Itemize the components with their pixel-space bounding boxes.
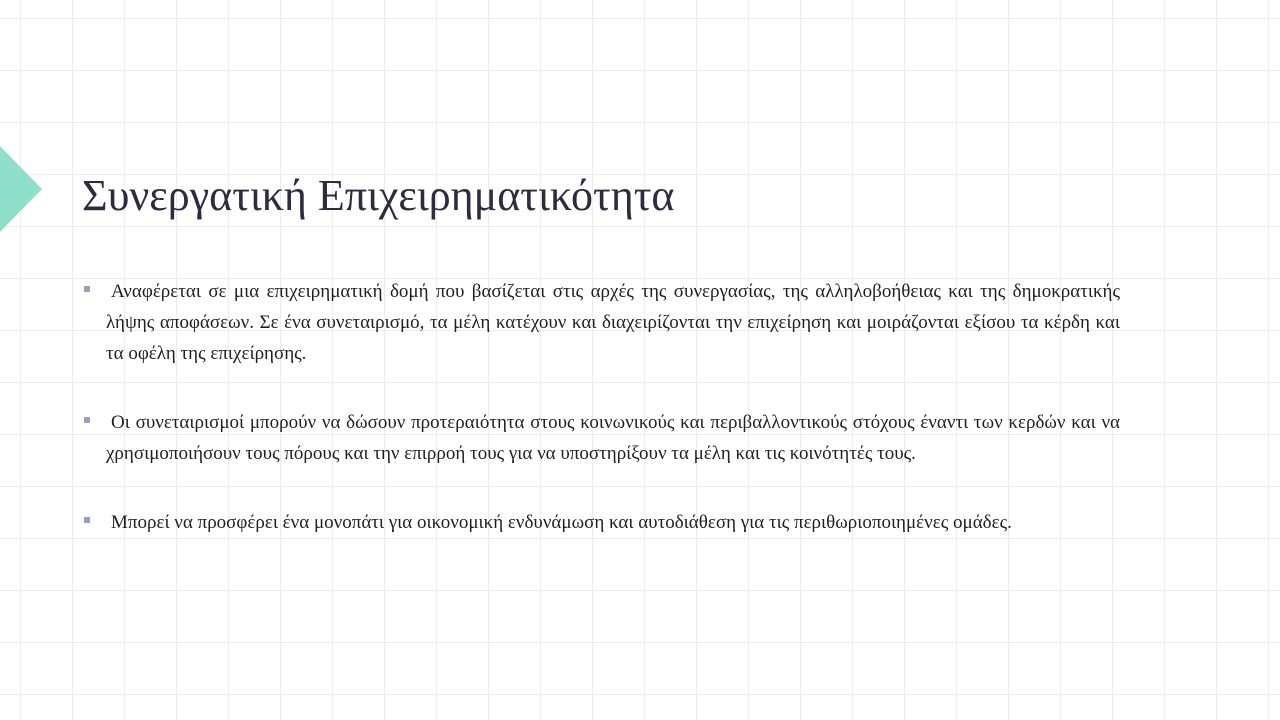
bullet-item	[82, 407, 1120, 469]
square-bullet-icon	[84, 286, 90, 292]
bullet-item	[82, 507, 1120, 538]
square-bullet-icon	[84, 417, 90, 423]
bullet-text: Μπορεί να προσφέρει ένα μονοπάτι για οικονομική ενδυνάμωση και αυτοδιάθεση για τις περιθωριοποιημένες ομάδες.	[111, 512, 1012, 533]
bullet-text: Αναφέρεται σε μια επιχειρηματική δομή που βασίζεται στις αρχές της συνεργασίας, της αλληλοβοήθειας και της δημοκρατικής λήψης αποφάσεων. Σε ένα συνεταιρισμό, τα μέλη κατέχουν και διαχειρίζονται την επιχείρηση και μοιράζονται εξίσου τα κέρδη και τα οφέλη της επιχείρησης.	[106, 281, 1120, 364]
bullet-item	[82, 276, 1120, 369]
accent-triangle	[0, 146, 42, 232]
bullet-text: Οι συνεταιρισμοί μπορούν να δώσουν προτεραιότητα στους κοινωνικούς και περιβαλλοντικούς στόχους έναντι των κερδών και να χρησιμοποιήσουν τους πόρους και την επιρροή τους για να υποστηρίξουν τα μέλη και τις κοινότητές τους.	[106, 412, 1120, 464]
square-bullet-icon	[84, 517, 90, 523]
bullet-list	[82, 276, 1120, 576]
slide-title: Συνεργατική Επιχειρηματικότητα	[82, 171, 675, 220]
